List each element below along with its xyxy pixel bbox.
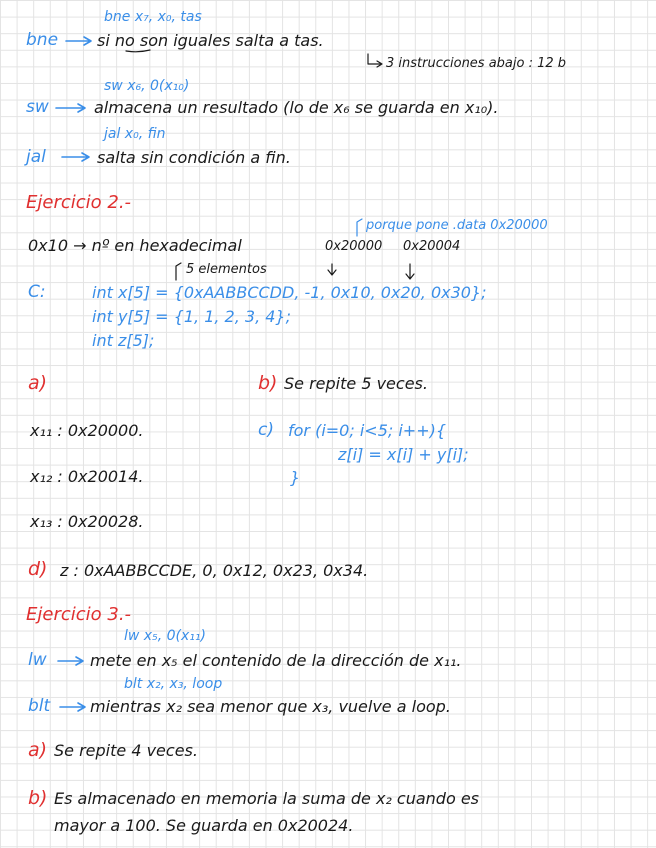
ex3-lw-operands: lw x₅, 0(x₁₁) (124, 628, 206, 644)
bne-keyword: bne (26, 30, 59, 50)
ex2-line-z: int z[5]; (92, 331, 155, 350)
bne-sub-note: 3 instrucciones abajo : 12 b (386, 56, 567, 71)
arrow-icon (66, 37, 91, 45)
ex3-a-text: Se repite 4 veces. (54, 741, 198, 760)
hook-arrow-icon (357, 219, 362, 236)
ex3-b-text-1: Es almacenado en memoria la suma de x₂ cuando es (54, 789, 480, 808)
ex2-a-label: a) (28, 372, 48, 394)
arrow-icon (62, 153, 89, 161)
ex2-note-data: porque pone .data 0x20000 (366, 218, 548, 233)
down-arrow-icon (328, 264, 336, 275)
down-arrow-icon (406, 264, 414, 279)
ex3-blt-desc: mientras x₂ sea menor que x₃, vuelve a loop. (90, 697, 451, 716)
ex2-x12: x₁₂ : 0x20014. (30, 467, 144, 486)
jal-keyword: jal (26, 147, 46, 167)
ex2-c2-label: c) (258, 420, 274, 440)
arrow-icon (60, 703, 85, 711)
jal-description: salta sin condición a fin. (97, 148, 291, 167)
ex2-x11: x₁₁ : 0x20000. (30, 421, 144, 440)
ex2-close-brace: } (290, 468, 301, 487)
ex3-blt-keyword: blt (28, 696, 51, 716)
ex2-d-text: z : 0xAABBCCDE, 0, 0x12, 0x23, 0x34. (60, 561, 369, 580)
ex3-lw-desc: mete en x₅ el contenido de la dirección de x₁₁. (90, 651, 462, 670)
hook-arrow-icon (176, 263, 181, 280)
ex2-c-label: C: (28, 282, 46, 302)
bne-description: si no son iguales salta a tas. (97, 31, 324, 50)
jal-operands: jal x₀, fin (104, 126, 166, 142)
ex2-line-x: int x[5] = {0xAABBCCDD, -1, 0x10, 0x20, 0x30}; (92, 283, 487, 302)
ex3-heading: Ejercicio 3.- (26, 604, 132, 625)
ex3-b-label: b) (28, 787, 48, 809)
arrow-icon (58, 657, 83, 665)
ex2-d-label: d) (28, 558, 48, 580)
ex2-addr2: 0x20004 (403, 239, 461, 254)
ex2-note-elems: 5 elementos (186, 262, 267, 277)
ex2-heading: Ejercicio 2.- (26, 192, 132, 213)
arrow-icon (56, 104, 85, 112)
ex3-b-text-2: mayor a 100. Se guarda en 0x20024. (54, 816, 354, 835)
ex2-x13: x₁₃ : 0x20028. (30, 512, 144, 531)
hook-arrow-icon (368, 54, 382, 67)
ex3-a-label: a) (28, 739, 48, 761)
ex2-b-label: b) (258, 372, 278, 394)
ex3-lw-keyword: lw (28, 650, 47, 670)
sw-description: almacena un resultado (lo de x₆ se guarda en x₁₀). (94, 98, 499, 117)
sw-keyword: sw (26, 97, 49, 117)
ex2-b-text: Se repite 5 veces. (284, 374, 428, 393)
sw-operands: sw x₆, 0(x₁₀) (104, 78, 190, 94)
ex2-body-line: z[i] = x[i] + y[i]; (338, 445, 469, 464)
bne-operands: bne x₇, x₀, tas (104, 9, 202, 25)
ex2-hex-note: 0x10 → nº en hexadecimal (28, 236, 242, 255)
ex2-line-y: int y[5] = {1, 1, 2, 3, 4}; (92, 307, 291, 326)
underline-mark (126, 50, 150, 52)
ex3-blt-operands: blt x₂, x₃, loop (124, 676, 223, 692)
ex2-addr1: 0x20000 (325, 239, 383, 254)
ex2-for-line: for (i=0; i<5; i++){ (288, 421, 447, 440)
